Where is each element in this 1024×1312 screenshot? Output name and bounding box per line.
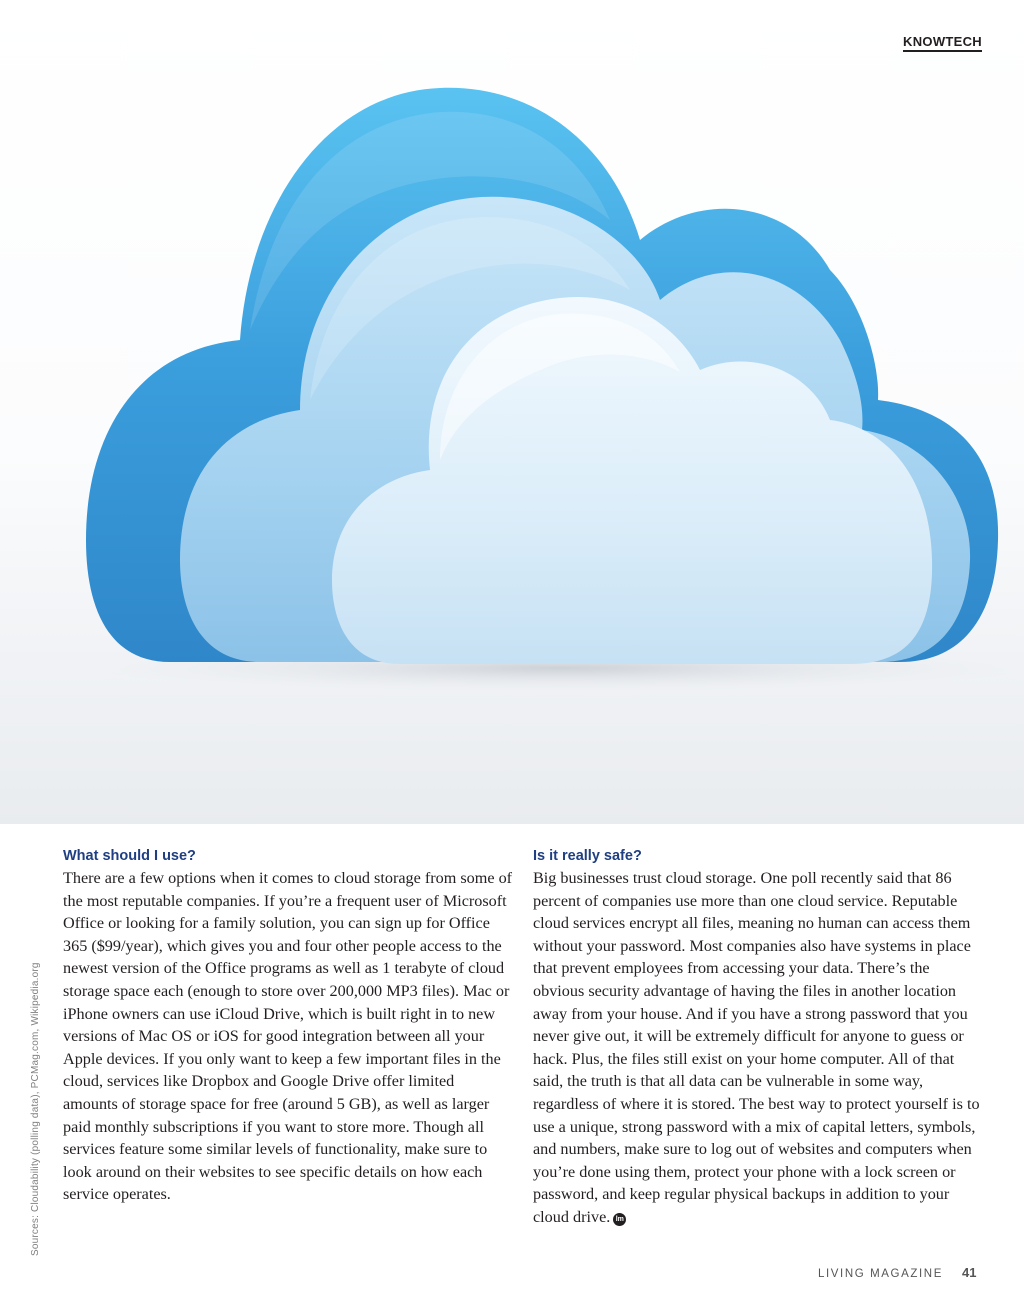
end-mark-icon: lm xyxy=(613,1213,626,1226)
left-column xyxy=(63,848,513,1206)
sources-credit: Sources: Cloudability (polling data), PCMag.com, Wikipedia.org xyxy=(30,962,41,1256)
footer-page-number: 41 xyxy=(962,1265,977,1280)
left-column-body: There are a few options when it comes to cloud storage from some of the most reputable companies. If you’re a frequent user of Microsoft Office or looking for a family solution, you can sign up for Office 365 ($99/year), which gives you and four other people access to the newest version of the Office programs as well as 1 terabyte of cloud storage space each (enough to store over 200,000 MP3 files). Mac or iPhone owners can use iCloud Drive, which is built right in to new versions of Mac OS or iOS for good integration between all your Apple devices. If you only want to keep a few important files in the cloud, services like Dropbox and Google Drive offer limited amounts of storage space for free (around 5 GB), as well as larger paid monthly subscriptions if you want to store more. Though all services feature some similar levels of functionality, make sure to look around on their websites to see specific details on how each service operates. xyxy=(63,869,513,1204)
footer-magazine-name: LIVING MAGAZINE xyxy=(818,1268,943,1280)
section-tag-rest: TECH xyxy=(945,34,982,49)
section-tag-bold: KNOW xyxy=(903,34,946,49)
right-column-paragraph xyxy=(533,867,981,1229)
right-column-body: Big businesses trust cloud storage. One poll recently said that 86 percent of companies use more than one cloud service. Reputable cloud services encrypt all files, meaning no human can access them without your password. Most companies also have systems in place that prevent employees from accessing your data. There’s the obvious security advantage of having the files in another location away from your house. And if you have a strong password that you never give out, it will be extremely difficult for anyone to guess or hack. Plus, the files still exist on your home computer. All of that said, the truth is that all data can be vulnerable in some way, regardless of where it is stored. The best way to protect yourself is to use a unique, strong password with a mix of capital letters, symbols, and numbers, make sure to log out of websites and computers when you’re done using them, protect your phone with a lock screen or password, and keep regular physical backups in addition to your cloud drive. xyxy=(533,869,980,1226)
section-tag xyxy=(903,34,982,52)
right-column-heading: Is it really safe? xyxy=(533,848,642,864)
left-column-heading: What should I use? xyxy=(63,848,196,864)
right-column xyxy=(533,848,981,1229)
